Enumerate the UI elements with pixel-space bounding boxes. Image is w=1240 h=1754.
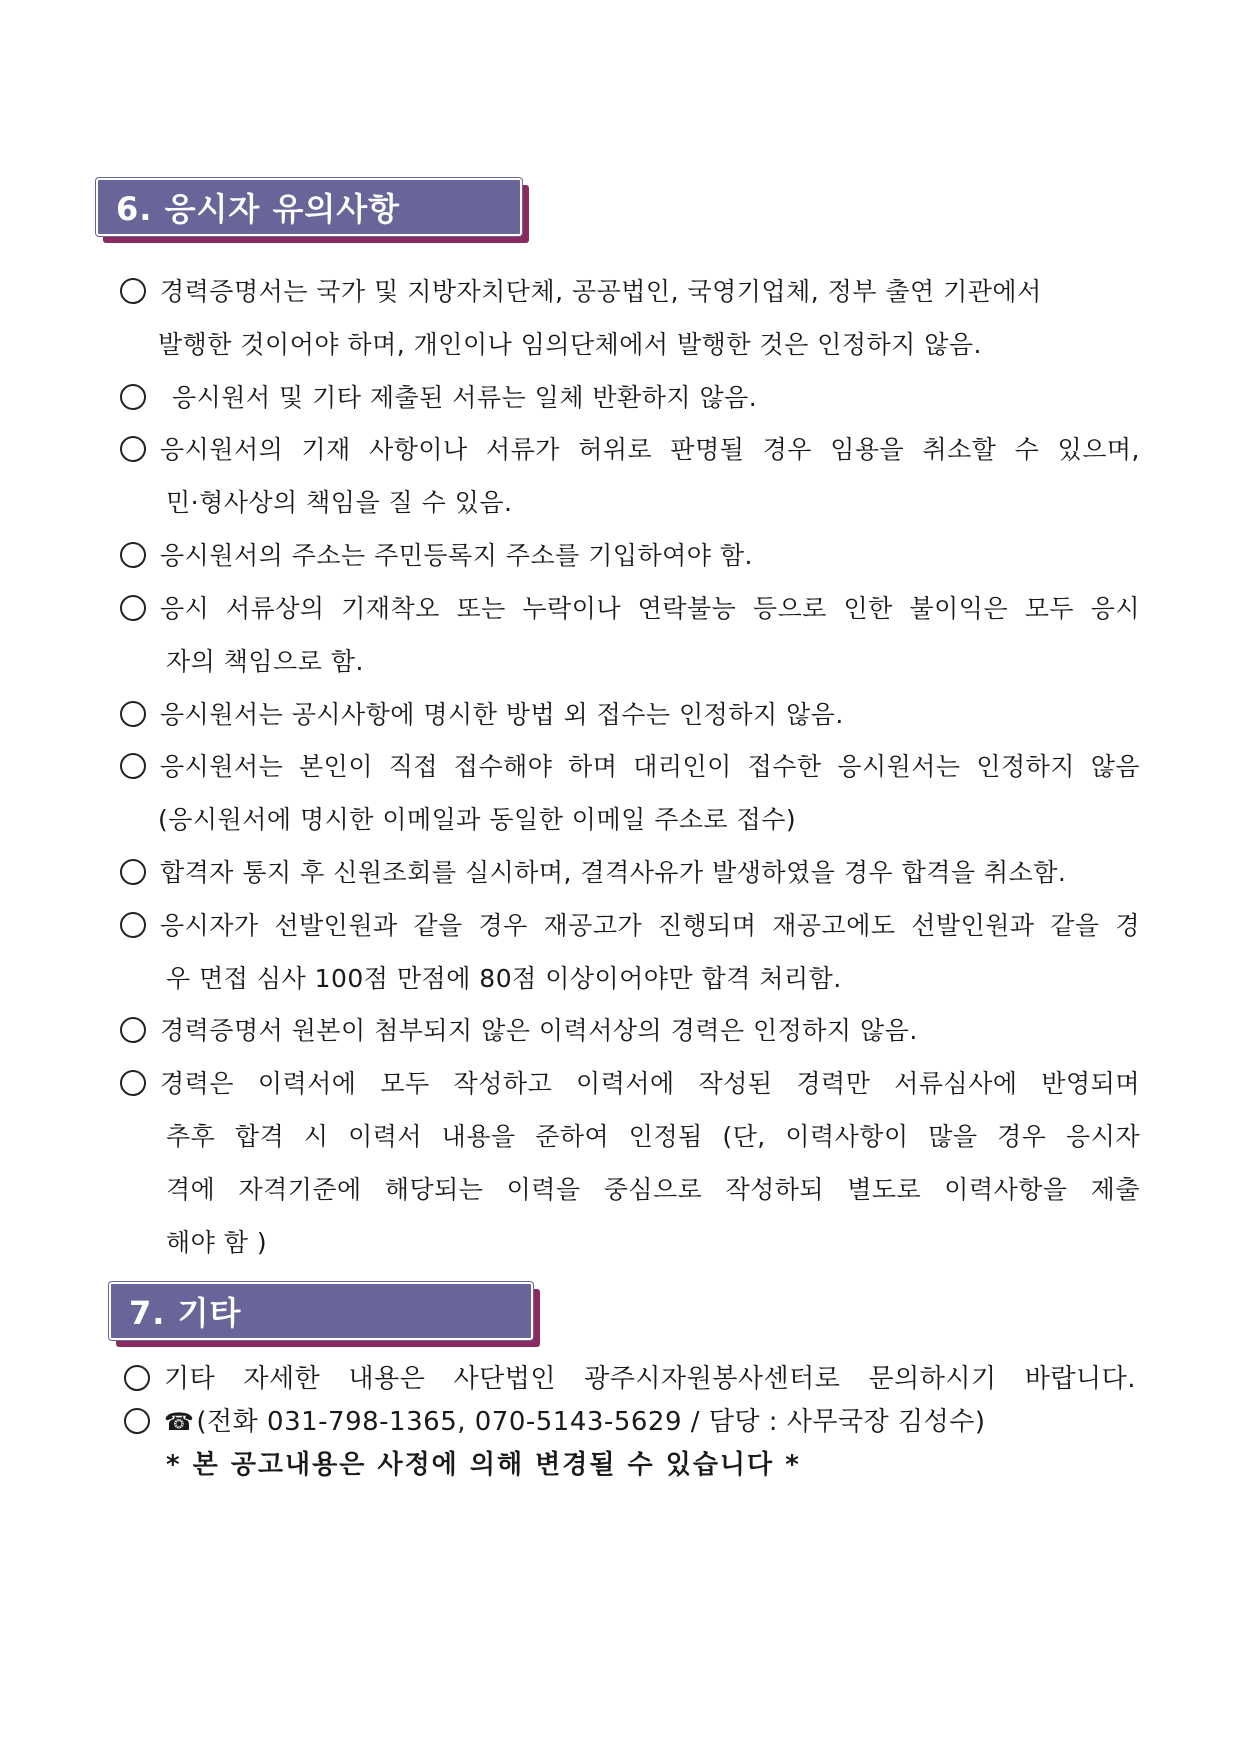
list-item [120,750,1140,784]
list-item [120,698,844,732]
list-item-continuation [166,1226,267,1260]
list-item [124,1405,986,1439]
list-item-text: 경력증명서 원본이 첨부되지 않은 이력서상의 경력은 인정하지 않음. [160,1016,918,1045]
contact-text: (전화 031-798-1365, 070-5143-5629 / 담당 : 사무국장 김성수) [196,1407,986,1437]
list-item-text: 응시원서는 공시사항에 명시한 방법 외 접수는 인정하지 않음. [160,700,844,729]
section-6-title: 6. 응시자 유의사항 [116,190,401,228]
list-item-text: 응시자가 선발인원과 같을 경우 재공고가 진행되며 재공고에도 선발인원과 같을 경 [160,911,1140,940]
notice-text: * 본 공고내용은 사정에 의해 변경될 수 있습니다 * [166,1450,801,1480]
list-item-continuation [166,962,842,996]
section-6-header [96,178,522,236]
circle-bullet-icon [120,436,146,462]
circle-bullet-icon [120,701,146,727]
list-item-continuation [166,1120,1140,1154]
list-item-text: 추후 합격 시 이력서 내용을 준하여 인정됨 (단, 이력사항이 많을 경우 응시자 [166,1122,1140,1151]
circle-bullet-icon [124,1408,150,1434]
circle-bullet-icon [120,1017,146,1043]
list-item [120,381,757,415]
circle-bullet-icon [120,753,146,779]
list-item-continuation [166,1173,1140,1207]
list-item-text: 응시원서의 주소는 주민등록지 주소를 기입하여야 함. [160,541,753,570]
list-item [124,1362,1136,1396]
circle-bullet-icon [120,595,146,621]
list-item-continuation [166,486,512,520]
list-item-text: 경력증명서는 국가 및 지방자치단체, 공공법인, 국영기업체, 정부 출연 기관에서 [160,277,1042,306]
list-item-text: 격에 자격기준에 해당되는 이력을 중심으로 작성하되 별도로 이력사항을 제출 [166,1175,1140,1204]
list-item [120,1067,1140,1101]
list-item [120,275,1042,309]
list-item-text: 응시원서의 기재 사항이나 서류가 허위로 판명될 경우 임용을 취소할 수 있으며, [160,435,1140,464]
list-item-text: 우 면접 심사 100점 만점에 80점 이상이어야만 합격 처리함. [166,964,842,993]
list-item [120,909,1140,943]
list-item-text: 해야 함 ) [166,1228,268,1257]
list-item-text: 민·형사상의 책임을 질 수 있음. [166,488,513,517]
list-item [120,433,1140,467]
section-7-title: 7. 기타 [129,1294,242,1332]
circle-bullet-icon [120,912,146,938]
circle-bullet-icon [120,384,146,410]
list-item [120,539,753,573]
list-item [120,592,1140,626]
list-item [120,856,1066,890]
list-item-text: 응시 서류상의 기재착오 또는 누락이나 연락불능 등으로 인한 불이익은 모두 응시 [160,594,1140,623]
list-item-continuation [158,803,796,837]
list-item-continuation [158,328,982,362]
list-item-text: 발행한 것이어야 하며, 개인이나 임의단체에서 발행한 것은 인정하지 않음. [158,330,982,359]
list-item-text: 합격자 통지 후 신원조회를 실시하며, 결격사유가 발생하였을 경우 합격을 취소함. [160,858,1067,887]
telephone-icon: ☎ [164,1408,195,1436]
list-item-text: 경력은 이력서에 모두 작성하고 이력서에 작성된 경력만 서류심사에 반영되며 [160,1069,1140,1098]
circle-bullet-icon [124,1365,150,1391]
list-item-text: 자의 책임으로 함. [166,647,364,676]
list-item-text: 응시원서 및 기타 제출된 서류는 일체 반환하지 않음. [172,383,758,412]
list-item-text: (응시원서에 명시한 이메일과 동일한 이메일 주소로 접수) [158,805,797,834]
circle-bullet-icon [120,542,146,568]
circle-bullet-icon [120,1070,146,1096]
list-item-text: 응시원서는 본인이 직접 접수해야 하며 대리인이 접수한 응시원서는 인정하지 않음 [160,752,1140,781]
section-7-header [109,1282,533,1340]
list-item [120,1014,918,1048]
circle-bullet-icon [120,859,146,885]
change-notice [166,1448,801,1482]
list-item-continuation [166,645,364,679]
list-item-text: 기타 자세한 내용은 사단법인 광주시자원봉사센터로 문의하시기 바랍니다. [164,1364,1136,1394]
circle-bullet-icon [120,278,146,304]
